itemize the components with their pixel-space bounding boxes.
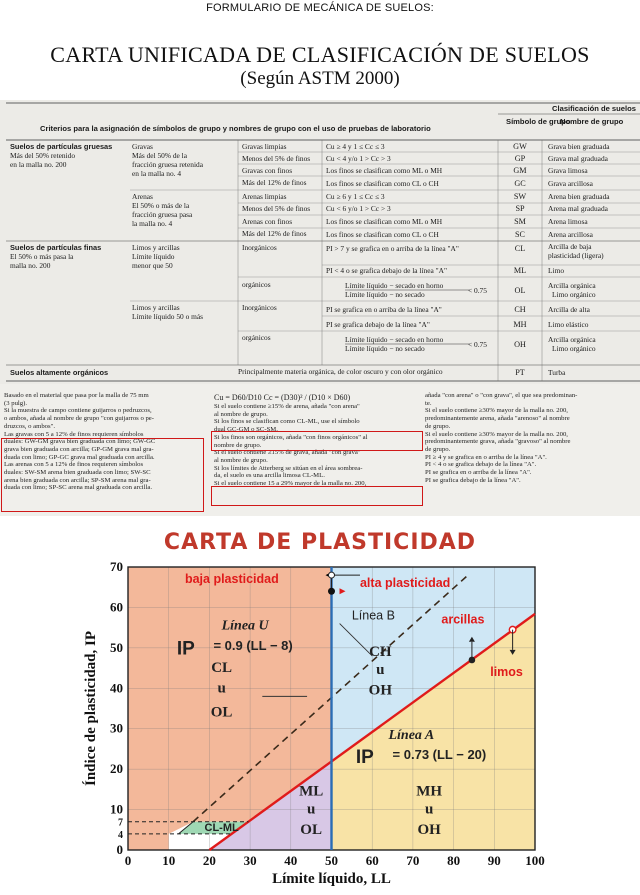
x-tick-label: 60 — [365, 853, 379, 868]
group-name: Arcilla de alta — [548, 305, 590, 314]
criterion: PI se grafica en o arriba de la línea "A" — [326, 305, 442, 314]
name-header: Nombre de grupo — [560, 117, 624, 126]
label-linea-a-eq: = 0.73 (LL − 20) — [392, 747, 487, 763]
note-line: duales: SW-SM arena bien graduada con limo; SW-SC — [4, 469, 151, 477]
group-name: Grava limosa — [548, 166, 588, 175]
marker-open — [329, 572, 335, 578]
symbol: CL — [514, 244, 526, 253]
region-label-u: u — [425, 801, 434, 818]
group-name: Arena arcillosa — [548, 230, 593, 239]
highlight-box-dual-symbols — [1, 438, 204, 512]
fine-high-2: Límite líquido 50 o más — [132, 312, 204, 321]
symbol: OL — [514, 286, 526, 295]
group-name: Arena bien graduada — [548, 192, 610, 201]
note-line: Si el suelo contiene ≥15% de arena, añada "con arena" — [214, 403, 360, 410]
label-limos: limos — [490, 665, 523, 680]
region-label-oh: OH — [368, 682, 393, 699]
x-tick-label: 40 — [284, 853, 298, 868]
group-name: Arena limosa — [548, 217, 588, 226]
note-line: arena bien graduada con arcilla; SP-SM arena mal gra- — [4, 476, 151, 484]
note-line: nombre de grupo. — [214, 441, 262, 449]
subgroup: Gravas limpias — [242, 142, 287, 151]
symbol: GC — [514, 179, 526, 188]
note-line: Si el suelo contiene ≥30% mayor de la malla no. 200, — [425, 407, 568, 415]
subgroup: Menos del 5% de finos — [242, 204, 311, 213]
fine-low-2: Límite líquido — [132, 252, 175, 261]
x-tick-label: 90 — [487, 853, 501, 868]
footnotes — [0, 384, 640, 516]
note-line: druzcos, o ambos". — [4, 422, 56, 430]
region-label-oh: OH — [417, 821, 441, 838]
group-name: Arcilla de baja — [548, 242, 592, 251]
note-line: PI ≥ 4 y se grafica en o arriba de la línea "A". — [425, 453, 547, 461]
note-line: Si los límites de Atterberg se sitúan en el área sombrea- — [214, 464, 363, 472]
note-line: Cu = D60/D10 Cc = (D30)² / (D10 × D60) — [214, 393, 351, 402]
criterion: PI > 7 y se grafica en o arriba de la línea "A" — [326, 244, 459, 253]
x-tick-label: 0 — [124, 853, 132, 868]
region-label-u: u — [306, 801, 316, 818]
sands-desc-3: la malla no. 4 — [132, 219, 173, 228]
group-name: Arcilla orgánica — [548, 281, 596, 290]
y-tick-label: 70 — [110, 559, 123, 574]
criterion: PI se grafica debajo de la línea "A" — [326, 320, 430, 329]
label-baja-plasticidad: baja plasticidad — [184, 572, 279, 587]
group-name: Turba — [548, 368, 566, 377]
region-label-ch: CH — [369, 643, 392, 660]
region-label-u: u — [376, 662, 385, 679]
note-line: duada con limo; GP-GC grava mal graduada con arcilla. — [4, 453, 155, 461]
region-label-cl: CL — [211, 660, 233, 677]
note-line: duales: GW-GM grava bien graduada con limo; GW-GC — [4, 438, 156, 446]
note-line: Si los finos se clasifican como CL-ML, use el símbolo — [214, 418, 360, 426]
classification-header: Clasificación de suelos — [552, 104, 636, 113]
subgroup: Arenas limpias — [242, 192, 287, 201]
y-tick-label: 4 — [118, 829, 123, 841]
note-line: Las gravas con 5 a 12% de finos requieren símbolos — [4, 430, 144, 438]
gravels-desc-2: fracción gruesa retenida — [132, 160, 203, 169]
symbol: GW — [513, 142, 527, 151]
note-line: PI se grafica debajo de la línea "A". — [425, 476, 521, 484]
x-tick-label: 20 — [202, 853, 216, 868]
criterion: Los finos se clasifican como ML o MH — [326, 217, 443, 226]
note-line: Las arenas con 5 a 12% de finos requieren símbolos — [4, 461, 144, 469]
note-line: Basado en el material que pasa por la malla de 75 mm — [4, 392, 149, 399]
note-line: Si el suelo contiene 15 a 29% mayor de la malla no. 200, — [214, 480, 367, 488]
group-name: Grava bien graduada — [548, 142, 610, 151]
group-name: Limo elástico — [548, 320, 589, 329]
note-line: de grupo. — [425, 445, 451, 453]
subgroup: Arenas con finos — [242, 217, 293, 226]
note-line: al nombre de grupo. — [214, 410, 268, 418]
x-tick-label: 80 — [447, 853, 461, 868]
gravels-desc-1: Más del 50% de la — [132, 151, 188, 160]
label-linea-b: Línea B — [351, 608, 395, 623]
symbol: CH — [514, 305, 526, 314]
note-line: PI se grafica en o arriba de la línea "A". — [425, 469, 532, 477]
group-name: Arena mal graduada — [548, 204, 608, 213]
symbol-header: Símbolo de grupo — [506, 117, 571, 126]
group-name: Arcilla orgánica — [548, 335, 596, 344]
criterion: Los finos se clasifican como CL o CH — [326, 179, 439, 188]
symbol: SW — [513, 192, 527, 201]
symbol: PT — [515, 368, 525, 377]
criterion: Cu < 6 y/o 1 > Cc > 3 — [326, 204, 391, 213]
plasticity-chart — [0, 555, 640, 895]
group-name: Limo — [548, 266, 565, 275]
symbol: GP — [514, 154, 526, 163]
subgroup: Inorgánicos — [242, 303, 277, 312]
group-name: Grava arcillosa — [548, 179, 593, 188]
x-tick-label: 100 — [525, 853, 545, 868]
label-arcillas: arcillas — [441, 612, 485, 627]
note-line: predominantemente grava, añada "gravoso" al nombre — [425, 438, 571, 446]
note-line: Si el suelo contiene ≥30% mayor de la malla no. 200, — [425, 430, 568, 438]
note-line: Si la muestra de campo contiene guijarros o pedruzcos, — [4, 407, 152, 415]
note-line: te. — [425, 399, 432, 407]
x-tick-label: 70 — [406, 853, 420, 868]
y-tick-label: 20 — [110, 761, 123, 777]
label-linea-u-eq: = 0.9 (LL − 8) — [213, 637, 293, 653]
symbol: MH — [513, 320, 527, 329]
criterion: Cu ≥ 4 y 1 ≤ Cc ≤ 3 — [326, 142, 385, 151]
highlight-box-cl-ml — [211, 431, 423, 451]
criterion: Límite líquido − secado en horno — [345, 335, 444, 344]
group-name: Grava mal graduada — [548, 154, 608, 163]
subgroup: orgánicos — [242, 333, 271, 342]
note-line: grava bien graduada con arcilla; GP-GM grava mal gra- — [4, 445, 154, 453]
criterion: Los finos se clasifican como CL o CH — [326, 230, 439, 239]
note-line: dual GC-GM o SC-SM. — [214, 426, 278, 434]
region-label-ol: OL — [210, 704, 233, 721]
group-name: Limo orgánico — [552, 344, 596, 353]
gravels-desc-3: en la malla no. 4 — [132, 169, 182, 178]
fine-title: Suelos de partículas finas — [10, 243, 102, 252]
sands-desc-1: El 50% o más de la — [132, 201, 190, 210]
marker-filled — [328, 588, 335, 595]
organic-desc: Principalmente materia orgánica, de color oscuro y con olor orgánico — [238, 367, 443, 376]
coarse-desc-1: Más del 50% retenido — [10, 151, 76, 160]
region-label-u: u — [217, 680, 226, 697]
document-title: CARTA UNIFICADA DE CLASIFICACIÓN DE SUELOS — [50, 42, 590, 67]
note-line: al nombre de grupo. — [214, 456, 268, 464]
y-tick-label: 7 — [118, 817, 123, 829]
criterion: Cu ≥ 6 y 1 ≤ Cc ≤ 3 — [326, 192, 385, 201]
note-line: PI < 4 o se grafica debajo de la línea "A". — [425, 461, 537, 469]
symbol: ML — [513, 266, 527, 275]
group-name: Limo orgánico — [552, 290, 596, 299]
chart-title: CARTA DE PLASTICIDAD — [163, 530, 477, 555]
label-linea-a-title: Línea A — [388, 727, 435, 743]
subgroup: Más del 12% de finos — [242, 229, 307, 238]
organic-row: Suelos altamente orgánicos — [10, 368, 109, 377]
region-label-ml: ML — [299, 783, 324, 800]
ratio-label: < 0.75 — [468, 286, 487, 295]
criterion: Límite líquido − no secado — [345, 344, 425, 353]
subgroup: Menos del 5% de finos — [242, 154, 311, 163]
note-line: añada "con arena" o "con grava", el que sea predominan- — [425, 392, 578, 399]
fine-high-1: Limos y arcillas — [132, 303, 180, 312]
note-line: o ambos, añada al nombre de grupo "con guijarros o pe- — [4, 415, 154, 423]
note-line: duada con limo; SP-SC arena mal graduada con arcilla. — [4, 484, 153, 492]
symbol: OH — [514, 340, 526, 349]
note-line: predominantemente arena, añada "arenoso" al nombre — [425, 415, 570, 423]
coarse-desc-2: en la malla no. 200 — [10, 160, 67, 169]
label-alta-plasticidad: alta plasticidad — [359, 576, 451, 591]
symbol: SC — [514, 230, 526, 239]
x-tick-label: 50 — [325, 853, 338, 868]
criterion: Cu < 4 y/o 1 > Cc > 3 — [326, 154, 391, 163]
sands-desc-2: fracción gruesa pasa — [132, 210, 193, 219]
note-line: Si el suelo contiene ≥15% de grava, añada "con grava" — [214, 449, 361, 457]
symbol: SM — [514, 217, 526, 226]
symbol: SP — [515, 204, 525, 213]
fine-desc-1: El 50% o más pasa la — [10, 252, 74, 261]
y-axis-label: Índice de plasticidad, IP — [83, 630, 99, 787]
x-axis-label: Límite líquido, LL — [272, 871, 391, 887]
group-name: plasticidad (ligera) — [548, 251, 604, 260]
label-ip-u: IP — [176, 638, 195, 660]
sands-title: Arenas — [132, 192, 153, 201]
fine-desc-2: malla no. 200 — [10, 261, 51, 270]
subgroup: Más del 12% de finos — [242, 178, 307, 187]
y-tick-label: 50 — [110, 639, 123, 655]
criteria-header: Criterios para la asignación de símbolos de grupo y nombres de grupo con el uso de pruebas de laboratorio — [40, 124, 431, 133]
x-tick-label: 10 — [162, 853, 176, 868]
note-line: Si los finos son orgánicos, añada "con finos orgánicos" al — [214, 433, 368, 441]
criterion: Límite líquido − secado en horno — [345, 281, 444, 290]
criterion: PI < 4 o se grafica debajo de la línea "A" — [326, 266, 448, 275]
y-tick-label: 0 — [116, 842, 123, 857]
fine-low-1: Limos y arcillas — [132, 243, 180, 252]
fine-low-3: menor que 50 — [132, 261, 173, 270]
coarse-title: Suelos de partículas gruesas — [10, 142, 113, 151]
y-tick-label: 40 — [110, 680, 123, 696]
subgroup: Gravas con finos — [242, 166, 293, 175]
ratio-label: < 0.75 — [468, 340, 487, 349]
document-subtitle: (Según ASTM 2000) — [240, 68, 400, 89]
y-tick-label: 30 — [110, 720, 123, 736]
notes-column-3 — [425, 392, 577, 484]
region-label-cl-ml: CL-ML — [204, 821, 239, 834]
subgroup: Inorgánicos — [242, 243, 277, 252]
classification-table-svg — [0, 100, 640, 384]
region-label-ol: OL — [300, 821, 322, 838]
region-label-mh: MH — [416, 783, 443, 800]
label-linea-u-title: Línea U — [221, 618, 269, 634]
gravels-title: Gravas — [132, 142, 153, 151]
classification-table — [0, 100, 640, 384]
label-ip-a: IP — [355, 747, 374, 769]
note-line: (3 pulg). — [4, 399, 28, 407]
subgroup: orgánicos — [242, 280, 271, 289]
page-header: FORMULARIO DE MECÁNICA DE SUELOS: — [206, 2, 434, 14]
x-tick-label: 30 — [243, 853, 257, 868]
note-line: da, el suelo es una arcilla limosa CL-ML. — [214, 472, 325, 480]
note-line: de grupo. — [425, 422, 451, 430]
highlight-box-atterberg — [211, 486, 423, 506]
y-tick-label: 10 — [110, 801, 123, 817]
y-tick-label: 60 — [110, 599, 123, 615]
criterion: Límite líquido − no secado — [345, 290, 425, 299]
symbol: GM — [513, 166, 527, 175]
criterion: Los finos se clasifican como ML o MH — [326, 166, 443, 175]
